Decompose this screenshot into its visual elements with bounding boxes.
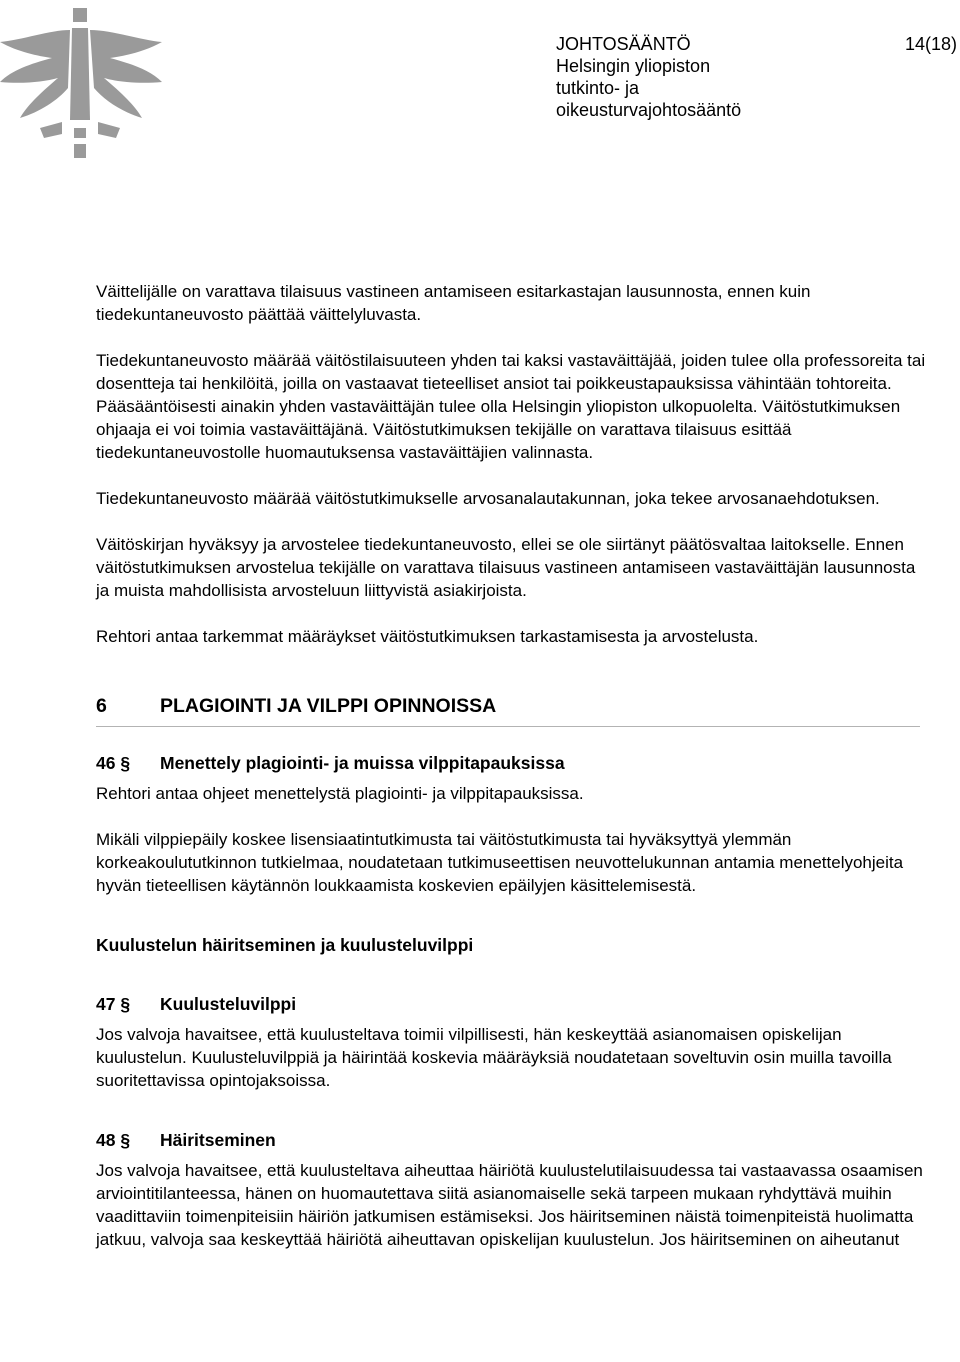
paragraph: Jos valvoja havaitsee, että kuulusteltava toimii vilpillisesti, hän keskeyttää asianomaisen opiskelijan kuulustelun. Kuulusteluvilppiä ja häirintää koskevia määräyksiä noudatetaan soveltuvin osin muilla tavoilla suoritettavissa opintojaksoissa. [96,1025,892,1090]
paragraph: Mikäli vilppiepäily koskee lisensiaatintutkimusta tai väitöstutkimusta tai hyväksyttyä ylemmän korkeakoulututkinnon tutkielmaa, noudatetaan tutkimuseettisen neuvottelukunnan antamia menettelyohjeita hyvän tieteellisen käytännön loukkaamista koskevien epäilyjen käsittelemisestä. [96,830,904,895]
section-number: 48 § [96,1130,131,1150]
page-header [556,33,960,121]
document-body [96,280,926,1251]
section-number: 46 § [96,753,131,773]
paragraph: Väitöskirjan hyväksyy ja arvostelee tiedekuntaneuvosto, ellei se ole siirtänyt päätösvaltaa laitokselle. Ennen väitöstutkimuksen arvostelua tekijälle on varattava tilaisuus vastineen antamiseen vastaväittäjän lausunnosta ja muista mahdollisista arvosteluun liittyvistä asiakirjoista. [96,535,916,600]
section-title: Menettely plagiointi- ja muissa vilppitapauksissa [160,753,565,773]
chapter-title: PLAGIOINTI JA VILPPI OPINNOISSA [160,695,497,717]
paragraph: Rehtori antaa tarkemmat määräykset väitöstutkimuksen tarkastamisesta ja arvostelusta. [96,627,759,646]
section-47-heading [96,993,926,1016]
paragraph: Jos valvoja havaitsee, että kuulusteltava aiheuttaa häiriötä kuulustelutilaisuudessa tai vastaavassa osaamisen arviointitilanteessa, hänen on huomautettava siitä asianomaiselle sekä tarpeen mukaan ryhdyttävä muihin vaadittaviin toimenpiteisiin häiriön jatkumisen estämiseksi. Jos häiritseminen näistä toimenpiteistä huolimatta jatkuu, valvoja saa keskeyttää häiriötä aiheuttavan opiskelijan kuulustelun. Jos häiritseminen on aiheutanut [96,1161,923,1249]
section-48-heading [96,1129,926,1152]
section-title: Kuulusteluvilppi [160,994,297,1014]
section-number: 47 § [96,994,131,1014]
header-line-tutkinto: tutkinto- ja [556,78,640,98]
paragraph: Tiedekuntaneuvosto määrää väitöstilaisuuteen yhden tai kaksi vastaväittäjää, joiden tulee olla professoreita tai dosentteja tai henkilöitä, joilla on vastaavat tieteelliset ansiot tai poikkeustapauksissa vähintään tohtoreita. Pääsääntöisesti ainakin yhden vastaväittäjän tulee olla Helsingin yliopiston ulkopuolelta. Väitöstutkimuksen ohjaaja ei voi toimia vastaväittäjänä. Väitöstutkimuksen tekijälle on varattava tilaisuus esittää tiedekuntaneuvostolle huomautuksensa vastaväittäjien valinnasta. [96,351,926,462]
paragraph: Väittelijälle on varattava tilaisuus vastineen antamiseen esitarkastajan lausunnosta, ennen kuin tiedekuntaneuvosto päättää väittelyluvasta. [96,282,811,324]
chapter-heading [96,694,920,727]
paragraph: Tiedekuntaneuvosto määrää väitöstutkimukselle arvosanalautakunnan, joka tekee arvosanaehdotuksen. [96,489,880,508]
page-number: 14(18) [904,34,957,54]
section-46-heading [96,752,926,775]
header-line-university: Helsingin yliopiston [556,56,711,76]
subheading: Kuulustelun häiritseminen ja kuulusteluvilppi [96,935,474,955]
chapter-number: 6 [96,695,107,717]
section-title: Häiritseminen [160,1130,276,1150]
header-line-regulation: oikeusturvajohtosääntö [556,100,742,120]
university-logo [0,0,175,165]
document-title: JOHTOSÄÄNTÖ [556,34,691,54]
paragraph: Rehtori antaa ohjeet menettelystä plagiointi- ja vilppitapauksissa. [96,784,584,803]
